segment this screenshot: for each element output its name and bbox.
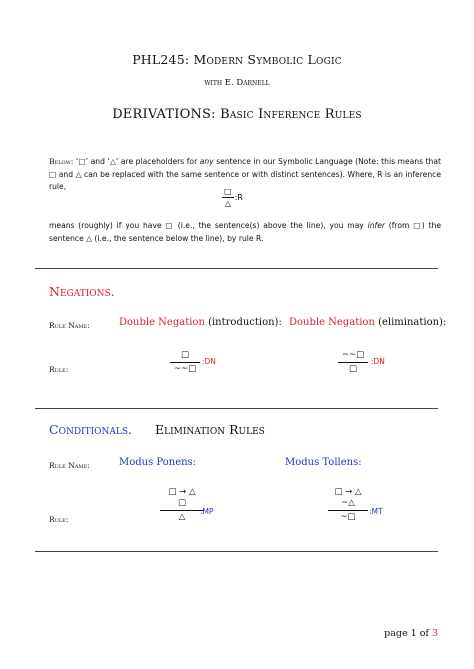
intro-text-infer: infer [367,221,385,230]
dn-intro-premise: □ [180,350,190,360]
mp-premise-2: □ [177,498,187,508]
mt-conclusion: ~□ [340,512,356,522]
rule-name-label: Rule Name: [49,321,90,330]
divider [35,551,438,552]
document-title-main: DERIVATIONS: [112,107,216,122]
mp-proof [160,487,204,523]
inference-bar [338,362,368,363]
intro-paragraph-2 [49,220,441,245]
inference-bar [328,510,368,511]
dn-intro-conclusion: ~~□ [173,364,197,374]
dn-intro-title [119,317,282,328]
generic-rule-premise: □ [224,187,232,196]
dn-intro-tag: :DN [202,357,216,366]
intro-text-1-end: sentence in our Symbolic Language (Note: this means that □ and △ can be replaced with the same sentence or with distinct sentences). Where, R is an inference rule, [49,157,441,192]
dn-elim-name: Double Negation [289,317,375,328]
section-title-negations: Negations. [49,284,115,299]
dn-elim-title [289,317,446,328]
dn-elim-proof [338,350,368,375]
inference-bar [160,510,204,511]
dn-elim-conclusion: □ [348,364,358,374]
course-title: PHL245: Modern Symbolic Logic [132,52,342,67]
rule-label: Rule: [49,365,69,374]
intro-text-any: any [199,157,214,166]
section-subtitle-elimination: Elimination Rules [155,422,265,437]
section-title-conditionals: Conditionals. [49,422,133,437]
divider [35,268,438,269]
mp-conclusion: △ [178,512,186,522]
intro-text-2b: (from □) the sentence △ (i.e., the sentence below the line), by rule R. [49,221,441,243]
dn-intro-paren: (introduction): [208,317,282,328]
page-number [384,628,438,639]
inference-bar [170,362,200,363]
divider [35,408,438,409]
dn-elim-paren: (elimination): [378,317,447,328]
document-title-sub: Basic Inference Rules [220,107,362,122]
page-total-link[interactable]: 3 [431,628,438,639]
mp-name: Modus Ponens: [119,457,197,468]
dn-elim-premise: ~~□ [341,350,365,360]
intro-text-2a: means (roughly) if you have □ (i.e., the sentence(s) above the line), you may [49,221,368,230]
page-number-prefix: page 1 of [384,628,432,639]
generic-rule-fraction [222,186,234,209]
mt-tag: :MT [369,507,383,516]
mt-premise-2: ~△ [341,498,355,508]
dn-intro-name: Double Negation [119,317,205,328]
generic-rule-conclusion: △ [224,199,231,208]
rule-name-label: Rule Name: [49,461,90,470]
mp-tag: :MP [200,507,214,516]
mt-name: Modus Tollens: [285,457,362,468]
intro-lead: Below: [49,157,74,166]
intro-text-1: ‘□’ and ‘△’ are placeholders for [73,157,200,166]
mt-proof [328,487,368,523]
dn-elim-tag: :DN [371,357,385,366]
instructor-line: with E. Darnell [204,78,270,88]
generic-rule-tag: :R [234,193,243,202]
mt-premise-1: □ → △ [334,487,362,497]
mp-premise-1: □ → △ [168,487,196,497]
dn-intro-proof [170,350,200,375]
rule-label: Rule: [49,515,69,524]
generic-rule-schema [222,186,266,209]
document-title [0,107,474,122]
